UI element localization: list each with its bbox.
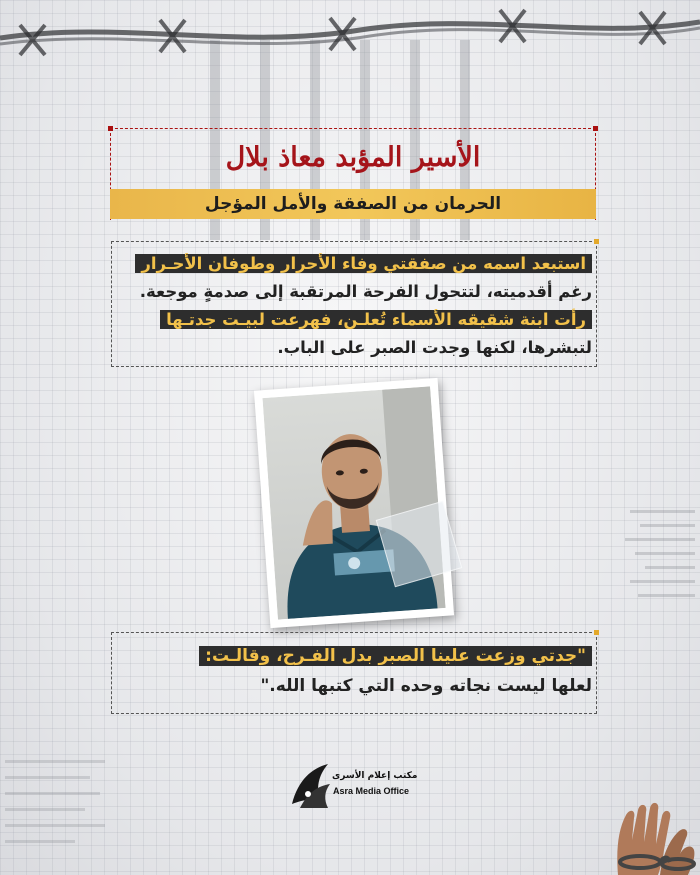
story-line-4: لتبشرها، لكنها وجدت الصبر على الباب. <box>277 338 592 357</box>
story-line-1: استبعد اسمه من صفقتي وفاء الأحرار وطوفان الأحـرار <box>122 250 592 278</box>
chained-hands-icon <box>598 770 700 875</box>
story-line-3: رأت ابنة شقيقه الأسماء تُعلـن، فهرعت لبيـت جدتـها <box>122 306 592 334</box>
story-line-2: رغم أقدميته، لتتحول الفرحة المرتقبة إلى صدمةٍ موجعة. <box>139 282 592 301</box>
quote-text <box>122 641 592 701</box>
page-title: الأسير المؤبد معاذ بلال <box>225 142 481 173</box>
logo-arabic-name: مكتب إعلام الأسرى <box>332 771 418 781</box>
faint-background-text-left <box>0 740 120 870</box>
page-subtitle: الحرمان من الصفقة والأمل المؤجل <box>204 194 502 214</box>
quote-line-2: لعلها ليست نجاته وحده التي كتبها الله." <box>260 676 592 696</box>
portrait-photo-frame <box>254 378 454 628</box>
barbed-wire-decoration <box>0 0 700 90</box>
quote-line-1: "جدتي وزعت علينا الصبر بدل الفـرح، وقالـت: <box>122 641 592 671</box>
portrait-photo <box>262 386 445 619</box>
faint-background-text <box>610 500 700 620</box>
story-text <box>122 250 592 362</box>
logo-english-name: Asra Media Office <box>333 786 410 796</box>
